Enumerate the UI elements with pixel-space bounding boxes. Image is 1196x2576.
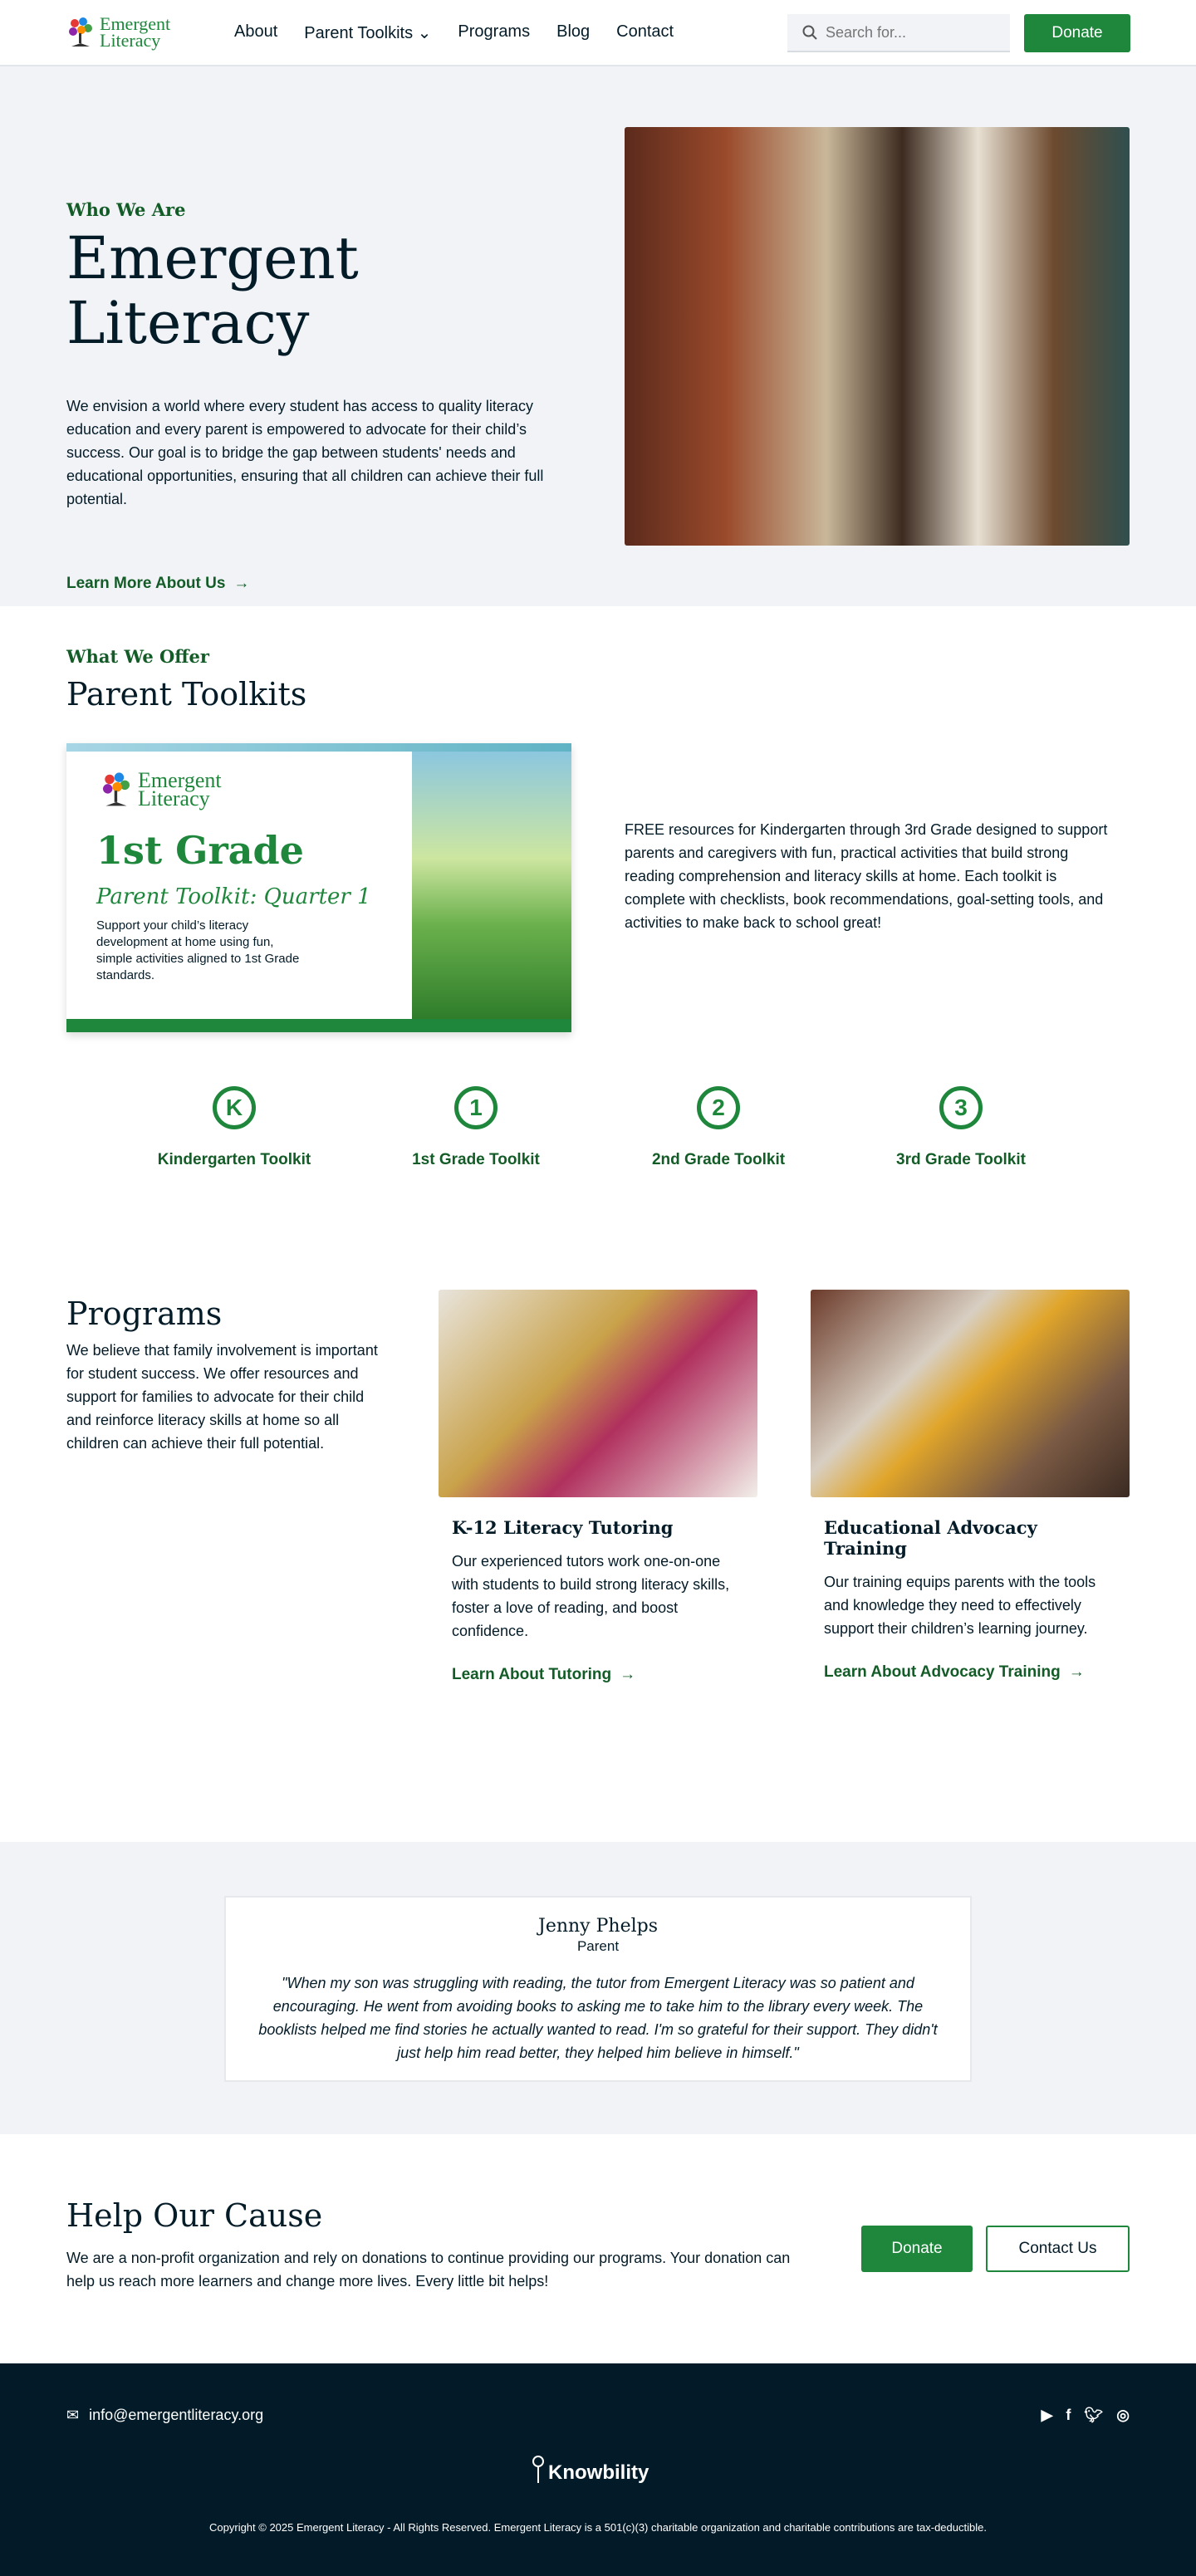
toolkit-label: 1st Grade Toolkit — [412, 1151, 540, 1168]
brand-text: Knowbility — [548, 2461, 649, 2484]
link-label: Learn About Tutoring — [452, 1666, 612, 1683]
search-icon — [802, 25, 817, 40]
hero-section — [0, 66, 1196, 606]
knowbility-tree-icon — [532, 2455, 545, 2485]
tree-logo-icon — [66, 15, 95, 50]
title-line: Emergent — [66, 224, 359, 292]
program-title: K-12 Literacy Tutoring — [452, 1517, 674, 1538]
main-nav — [234, 22, 674, 43]
card-logo — [100, 770, 222, 810]
logo-text: Literacy — [138, 786, 210, 811]
card-bottombar — [66, 1019, 571, 1032]
toolkit-label: 3rd Grade Toolkit — [896, 1151, 1026, 1168]
logo-text: Emergent — [100, 13, 171, 34]
tree-logo-icon — [100, 770, 133, 810]
search-box — [787, 14, 1010, 52]
card-subtitle: Parent Toolkit: Quarter 1 — [96, 884, 371, 909]
one-circle-icon: 1 — [454, 1086, 498, 1129]
site-header — [0, 0, 1196, 66]
toolkits-text: FREE resources for Kindergarten through 3rd Grade designed to support parents and caregivers with fun, practical activities that build strong reading comprehension and literacy skills at home. Each toolkit is complete with checklists, book recommendations, goal-setting tools, and activities to make back to school great! — [625, 821, 1108, 931]
tutoring-image — [439, 1290, 757, 1497]
k-circle-icon: K — [213, 1086, 256, 1129]
toolkit-kindergarten[interactable] — [143, 1086, 326, 1169]
toolkits-section — [0, 606, 1196, 1171]
knowbility-logo[interactable] — [532, 2455, 649, 2485]
title-line: Literacy — [66, 289, 310, 357]
nav-label: Parent Toolkits — [304, 24, 414, 42]
card-topbar — [66, 743, 571, 752]
page-title — [66, 226, 359, 355]
hero-image-boy-reading — [625, 127, 1130, 546]
two-circle-icon: 2 — [697, 1086, 740, 1129]
toolkit-label: 2nd Grade Toolkit — [651, 1151, 786, 1168]
social-links — [1042, 2407, 1130, 2424]
program-card — [811, 1290, 1130, 1682]
toolkit-2nd-grade[interactable] — [627, 1086, 810, 1169]
program-card — [439, 1290, 757, 1684]
twitter-icon[interactable]: 🐦︎ — [1084, 2407, 1104, 2423]
testimonial-quote: "When my son was struggling with reading, the tutor from Emergent Literacy was so patient and encouraging. He went from avoiding books to asking me to take him to the library every week. The booklists helped me find stories he actually wanted to read. I'm so grateful for their support. They didn't just help him read better, they helped him believe in himself." — [258, 1975, 938, 2061]
hero-text: We envision a world where every student has access to quality literacy education and every parent is empowered to advocate for their child’s success. Our goal is to bridge the gap between students' needs and educational opportunities, ensuring that all children can achieve their full potential. — [66, 398, 544, 507]
three-circle-icon: 3 — [939, 1086, 983, 1129]
link-label: Learn About Advocacy Training — [824, 1663, 1061, 1681]
youtube-icon[interactable]: ▶ — [1041, 2407, 1053, 2423]
logo-text: Emergent — [138, 768, 222, 792]
cause-text: We are a non-profit organization and rely on donations to continue providing our programs. Your donation can help us reach more learners and change more lives. Every little bit helps! — [66, 2250, 791, 2290]
donate-button[interactable]: Donate — [861, 2226, 973, 2272]
chevron-down-icon: ⌄ — [417, 24, 432, 42]
programs-section — [0, 1171, 1196, 1842]
nav-blog[interactable]: Blog — [556, 22, 591, 41]
learn-advocacy-link[interactable] — [824, 1663, 1116, 1682]
email-text: info@emergentliteracy.org — [89, 2407, 264, 2423]
cause-section — [0, 2134, 1196, 2363]
toolkit-label: Kindergarten Toolkit — [157, 1151, 311, 1168]
arrow-right-icon: → — [233, 575, 250, 592]
program-text: Our experienced tutors work one-on-one with students to build strong literacy skills, foster a love of reading, and boost confidence. — [452, 1553, 730, 1639]
search-input[interactable] — [826, 24, 992, 42]
toolkit-cover-image — [66, 743, 571, 1032]
arrow-right-icon: → — [620, 1666, 636, 1683]
nav-programs[interactable]: Programs — [458, 22, 531, 41]
mail-icon: ✉ — [66, 2407, 80, 2423]
hero-eyebrow: Who We Are — [66, 199, 186, 220]
arrow-right-icon: → — [1068, 1663, 1085, 1681]
card-desc: Support your child’s literacy development at home using fun, simple activities aligned to 1st Grade standards. — [96, 918, 300, 982]
learn-tutoring-link[interactable] — [452, 1666, 744, 1684]
facebook-icon[interactable]: f — [1066, 2407, 1071, 2423]
testimonial-role: Parent — [576, 1938, 620, 1954]
donate-button[interactable]: Donate — [1024, 14, 1130, 52]
testimonial-section — [0, 1842, 1196, 2134]
testimonial-card — [224, 1896, 972, 2082]
advocacy-image — [811, 1290, 1130, 1497]
toolkit-3rd-grade[interactable] — [870, 1086, 1052, 1169]
link-label: Learn More About Us — [66, 575, 226, 592]
program-title: Educational Advocacy Training — [824, 1517, 1037, 1559]
copyright: Copyright © 2025 Emergent Literacy - All Rights Reserved. Emergent Literacy is a 501(c)(3) charitable organization and charitable contributions are tax-deductible. — [209, 2521, 987, 2534]
offer-eyebrow: What We Offer — [66, 646, 209, 667]
toolkit-1st-grade[interactable] — [385, 1086, 567, 1169]
section-title: Programs — [66, 1295, 223, 1332]
email-link[interactable] — [66, 2407, 263, 2424]
tree-illustration — [412, 752, 571, 1019]
program-text: Our training equips parents with the tools and knowledge they need to effectively support their children’s learning journey. — [824, 1574, 1096, 1637]
logo[interactable] — [66, 15, 170, 50]
nav-about[interactable]: About — [234, 22, 278, 41]
programs-intro: We believe that family involvement is important for student success. We offer resources and support for families to advocate for their child and reinforce literacy skills at home so all children can achieve their full potential. — [66, 1342, 378, 1452]
nav-contact[interactable]: Contact — [616, 22, 674, 41]
contact-us-button[interactable]: Contact Us — [986, 2226, 1130, 2272]
instagram-icon[interactable]: ◎ — [1116, 2407, 1130, 2423]
section-title: Parent Toolkits — [66, 676, 307, 713]
testimonial-name: Jenny Phelps — [538, 1916, 658, 1937]
card-grade: 1st Grade — [96, 828, 304, 873]
site-footer — [0, 2363, 1196, 2576]
learn-more-link[interactable] — [66, 575, 249, 593]
logo-text: Literacy — [100, 30, 161, 51]
nav-parent-toolkits[interactable] — [304, 22, 431, 43]
section-title: Help Our Cause — [66, 2197, 323, 2234]
